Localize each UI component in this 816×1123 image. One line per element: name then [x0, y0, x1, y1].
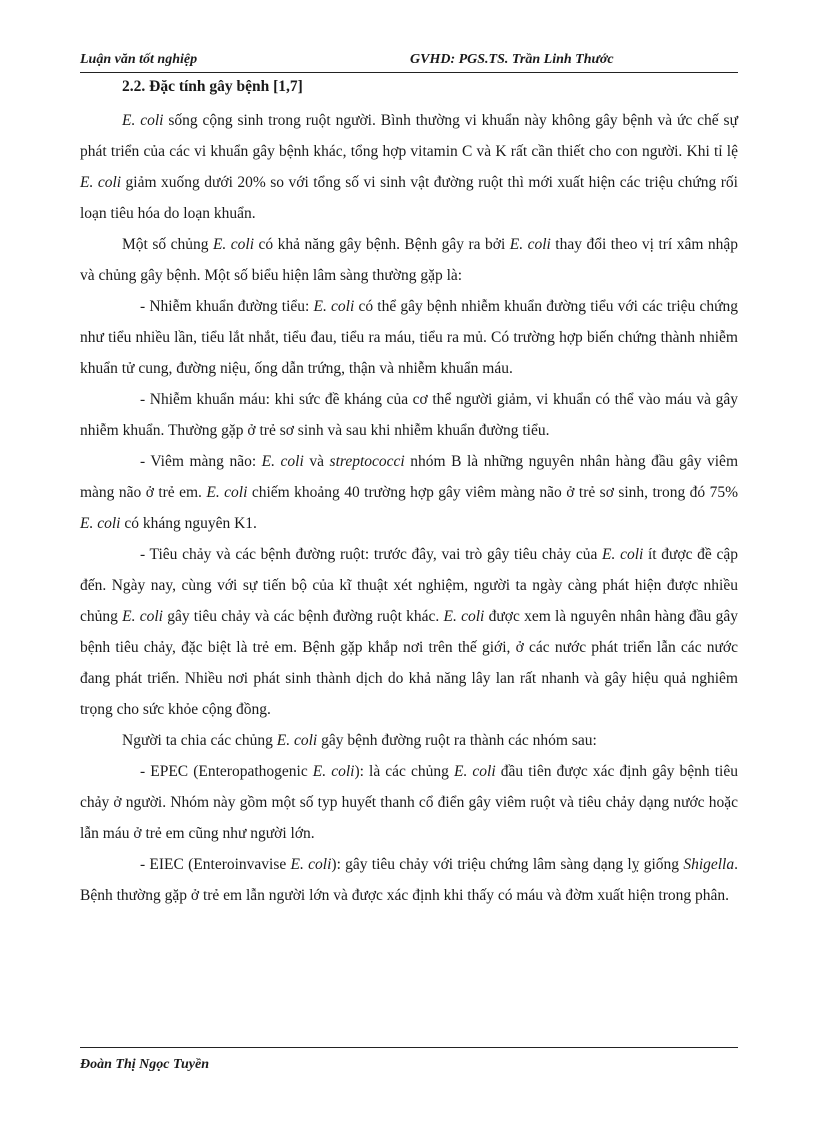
species-name: E. coli — [276, 732, 318, 749]
list-item-meningitis: - Viêm màng não: E. coli và streptococci nhóm B là những nguyên nhân hàng đầu gây viêm màng não ở trẻ em. E. coli chiếm khoảng 40 trường hợp gây viêm màng não ở trẻ sơ sinh, trong đó 75% E. coli có kháng nguyên K1. — [80, 453, 738, 532]
species-name: E. coli — [261, 453, 304, 470]
species-name: E. coli — [312, 763, 355, 780]
species-name: E. coli — [122, 112, 164, 129]
species-name: E. coli — [453, 763, 496, 780]
list-item-diarrhea: - Tiêu chảy và các bệnh đường ruột: trước đây, vai trò gây tiêu chảy của E. coli ít được đề cập đến. Ngày nay, cùng với sự tiến bộ của kĩ thuật xét nghiệm, người ta ngày càng phát hiện được nhiều chủng E. coli gây tiêu chảy và các bệnh đường ruột khác. E. coli được xem là nguyên nhân hàng đầu gây bệnh tiêu chảy, đặc biệt là trẻ em. Bệnh gặp khắp nơi trên thế giới, ở các nước phát triển lẫn các nước đang phát triển. Nhiều nơi phát sinh thành dịch do khả năng lây lan rất nhanh và gây hiệu quả nghiêm trọng cho sức khỏe cộng đồng. — [80, 546, 739, 718]
paragraph-pathogenic: Một số chủng E. coli có khả năng gây bệnh. Bệnh gây ra bởi E. coli thay đổi theo vị trí xâm nhập và chủng gây bệnh. Một số biểu hiện lâm sàng thường gặp là: — [80, 236, 739, 284]
list-item-urinary: - Nhiễm khuẩn đường tiểu: E. coli có thể gây bệnh nhiễm khuẩn đường tiểu với các triệu chứng như tiểu nhiều lần, tiểu lắt nhắt, tiểu đau, tiểu ra máu, tiểu ra mủ. Có trường hợp biến chứng thành nhiễm khuẩn tử cung, đường niệu, ống dẫn trứng, thận và nhiễm khuẩn máu. — [80, 298, 738, 377]
species-name: E. coli — [212, 236, 255, 253]
species-name: E. coli — [602, 546, 644, 563]
page-body — [80, 76, 738, 911]
species-name: E. coli — [290, 856, 332, 873]
paragraph-groups-intro: Người ta chia các chủng E. coli gây bệnh đường ruột ra thành các nhóm sau: — [122, 732, 597, 749]
species-name: E. coli — [122, 608, 163, 625]
species-name: E. coli — [80, 174, 122, 191]
species-name: E. coli — [206, 484, 248, 501]
species-name: E. coli — [313, 298, 355, 315]
species-name: Shigella — [683, 856, 735, 873]
list-item-blood: - Nhiễm khuẩn máu: khi sức đề kháng của cơ thể người giảm, vi khuẩn có thể vào máu và gây nhiễm khuẩn. Thường gặp ở trẻ sơ sinh và sau khi nhiễm khuẩn đường tiểu. — [80, 391, 738, 439]
list-item-eiec: - EIEC (Enteroinvavise E. coli): gây tiêu chảy với triệu chứng lâm sàng dạng lỵ giống Shigella. Bệnh thường gặp ở trẻ em lẫn người lớn và được xác định khi thấy có máu và đờm xuất hiện trong phân. — [80, 856, 738, 904]
header-thesis-label: Luận văn tốt nghiệp — [80, 52, 198, 67]
species-name: E. coli — [509, 236, 551, 253]
page-header — [80, 50, 738, 73]
header-advisor: GVHD: PGS.TS. Trần Linh Thước — [410, 52, 614, 67]
list-item-epec: - EPEC (Enteropathogenic E. coli): là các chủng E. coli đầu tiên được xác định gây bệnh tiêu chảy ở người. Nhóm này gồm một số typ huyết thanh cổ điển gây viêm ruột và tiêu chảy dạng nước hoặc lẫn máu ở trẻ em cũng như người lớn. — [80, 763, 738, 842]
species-name: E. coli — [80, 515, 121, 532]
paragraph-commensal: E. coli sống cộng sinh trong ruột người. Bình thường vi khuẩn này không gây bệnh và ức chế sự phát triển của các vi khuẩn gây bệnh khác, tổng hợp vitamin C và K rất cần thiết cho con người. Khi tỉ lệ E. coli giảm xuống dưới 20% so với tổng số vi sinh vật đường ruột thì mới xuất hiện các triệu chứng rối loạn tiêu hóa do loạn khuẩn. — [80, 112, 738, 222]
section-title: 2.2. Đặc tính gây bệnh [1,7] — [122, 78, 303, 95]
page-footer — [80, 1047, 738, 1073]
footer-author: Đoàn Thị Ngọc Tuyền — [80, 1057, 209, 1072]
species-name: streptococci — [329, 453, 405, 470]
species-name: E. coli — [443, 608, 485, 625]
